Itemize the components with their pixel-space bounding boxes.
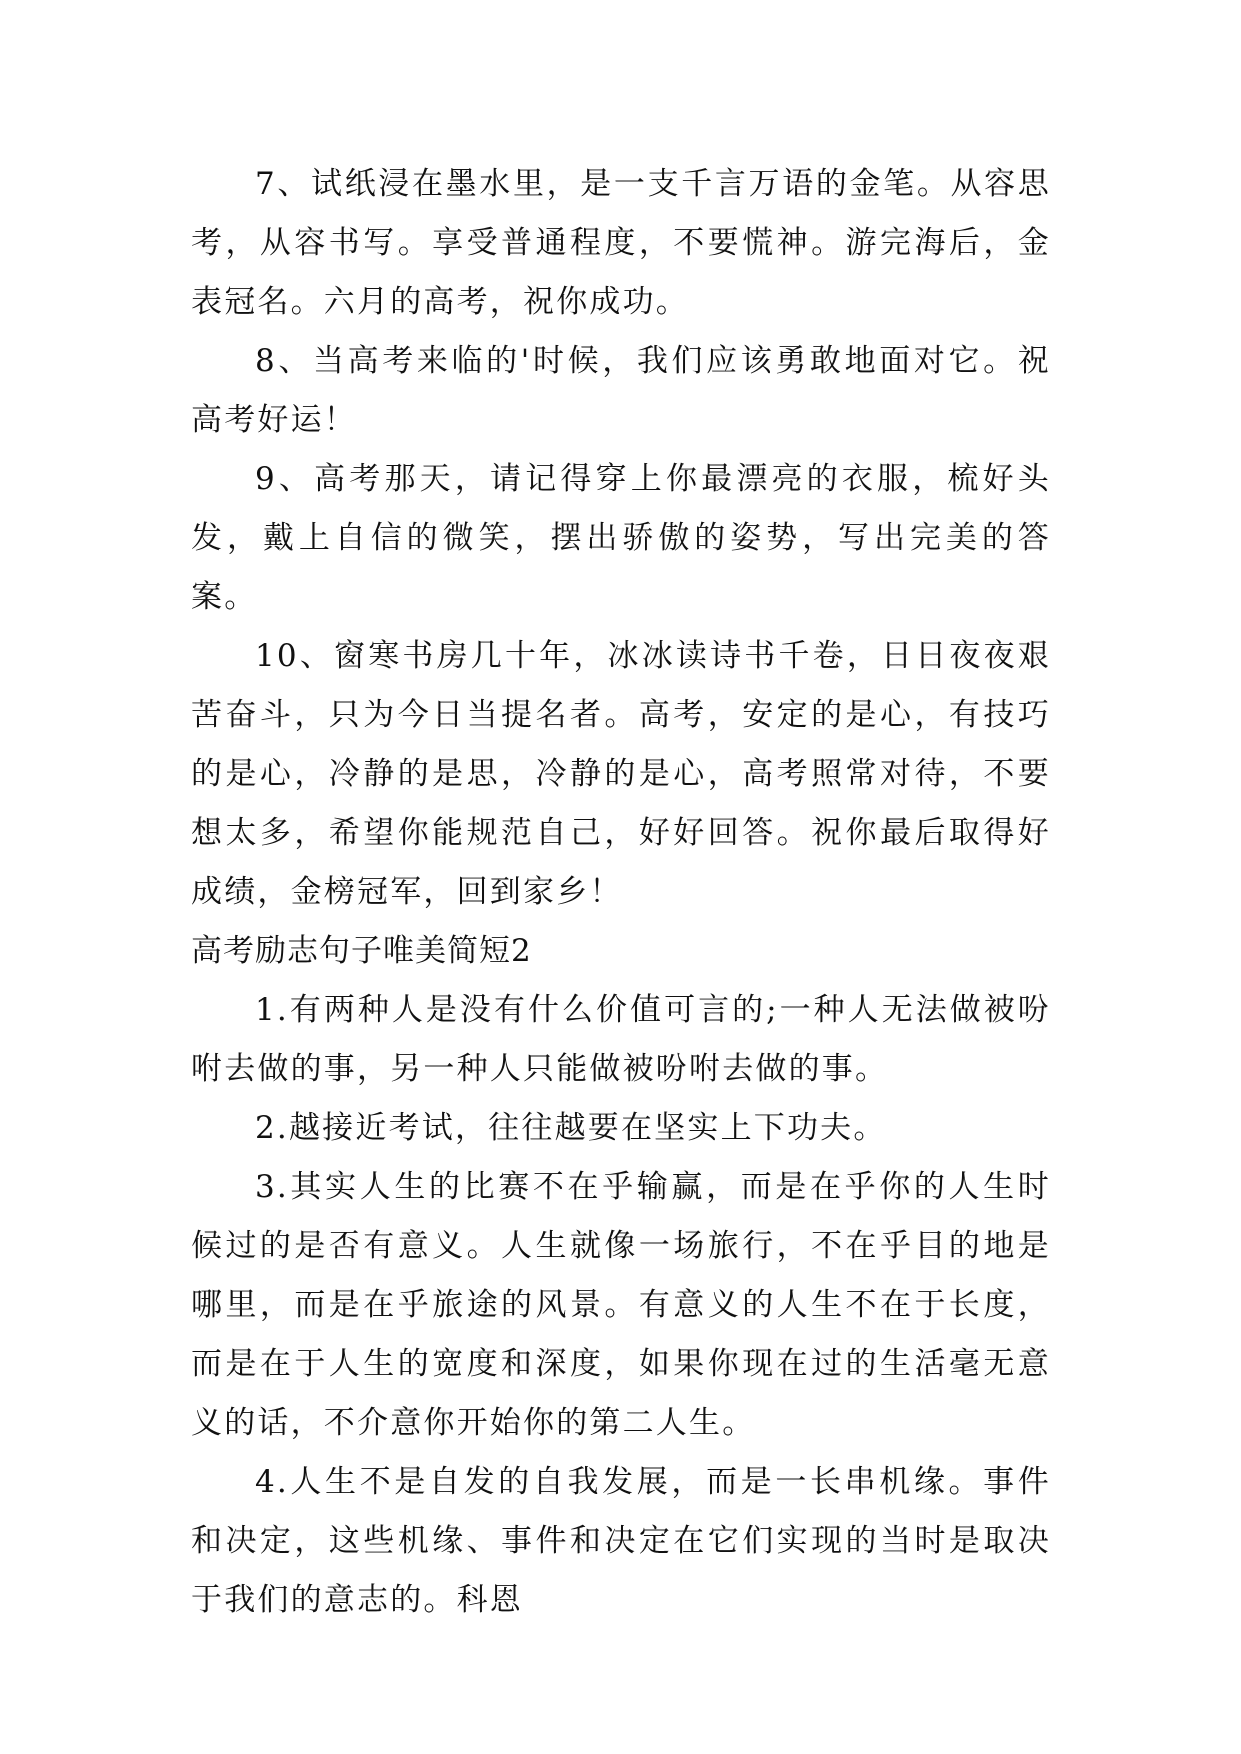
document-page: [191, 155, 1051, 1630]
section-heading: 高考励志句子唯美简短2: [191, 933, 532, 969]
paragraph-10: 10、窗寒书房几十年，冰冰读诗书千卷，日日夜夜艰苦奋斗，只为今日当提名者。高考，安定的是心，有技巧的是心，冷静的是思，冷静的是心，高考照常对待，不要想太多，希望你能规范自己，好好回答。祝你最后取得好成绩，金榜冠军，回到家乡！: [191, 638, 1051, 910]
paragraph-8: 8、当高考来临的'时候，我们应该勇敢地面对它。祝高考好运！: [191, 343, 1051, 438]
paragraph-s2-4: 4.人生不是自发的自我发展，而是一长串机缘。事件和决定，这些机缘、事件和决定在它们实现的当时是取决于我们的意志的。科恩: [191, 1464, 1051, 1618]
paragraph-s2-2: 2.越接近考试，往往越要在坚实上下功夫。: [255, 1110, 887, 1146]
paragraph-s2-1: 1.有两种人是没有什么价值可言的;一种人无法做被吩咐去做的事，另一种人只能做被吩咐去做的事。: [191, 992, 1051, 1087]
paragraph-s2-3: 3.其实人生的比赛不在乎输赢，而是在乎你的人生时候过的是否有意义。人生就像一场旅行，不在乎目的地是哪里，而是在乎旅途的风景。有意义的人生不在于长度，而是在于人生的宽度和深度，如果你现在过的生活毫无意义的话，不介意你开始你的第二人生。: [191, 1169, 1051, 1441]
paragraph-7: 7、试纸浸在墨水里，是一支千言万语的金笔。从容思考，从容书写。享受普通程度，不要慌神。游完海后，金表冠名。六月的高考，祝你成功。: [191, 166, 1051, 320]
paragraph-9: 9、高考那天，请记得穿上你最漂亮的衣服，梳好头发，戴上自信的微笑，摆出骄傲的姿势，写出完美的答案。: [191, 461, 1051, 615]
